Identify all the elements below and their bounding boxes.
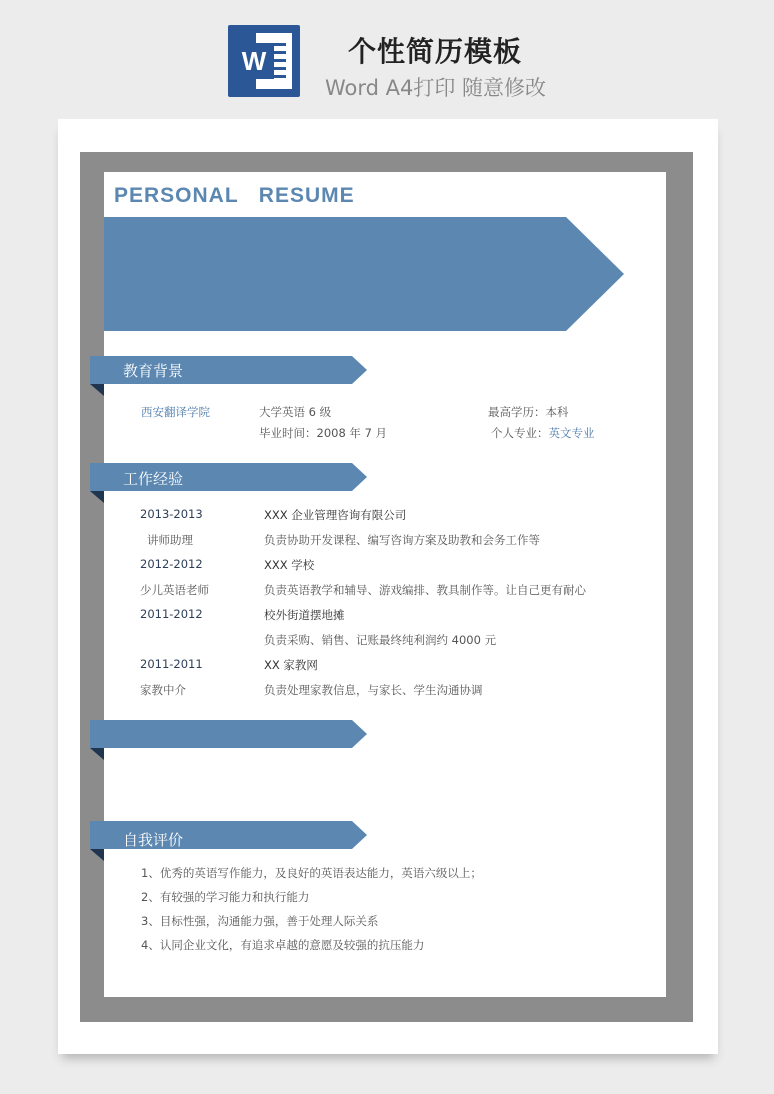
experience-right: XXX 企业管理咨询有限公司 <box>264 508 407 522</box>
header-banner <box>104 217 624 332</box>
school-name: 西安翻译学院 <box>141 405 210 419</box>
page-subtitle: Word A4打印 随意修改 <box>325 76 547 100</box>
experience-right: 负责处理家教信息，与家长、学生沟通协调 <box>264 683 483 697</box>
major-label: 个人专业： <box>491 426 549 440</box>
page-header <box>0 0 774 110</box>
experience-right: 负责协助开发课程、编写咨询方案及助教和会务工作等 <box>264 533 540 547</box>
experience-left: 少儿英语老师 <box>140 583 209 597</box>
experience-right: 负责英语教学和辅导、游戏编排、教具制作等。让自己更有耐心 <box>264 583 586 597</box>
english-level: 大学英语 6 级 <box>259 405 332 419</box>
experience-heading: 工作经验 <box>123 470 184 488</box>
experience-right: XX 家教网 <box>264 658 318 672</box>
self-evaluation-item: 1、优秀的英语写作能力，及良好的英语表达能力，英语六级以上； <box>141 866 482 880</box>
self-evaluation-heading: 自我评价 <box>123 831 184 849</box>
self-evaluation-item: 2、有较强的学习能力和执行能力 <box>141 890 310 904</box>
experience-left: 2011-2012 <box>140 607 203 621</box>
word-icon <box>228 25 300 97</box>
major-value: 英文专业 <box>548 426 595 440</box>
self-evaluation-item: 4、认同企业文化，有追求卓越的意愿及较强的抗压能力 <box>141 938 425 952</box>
experience-left: 讲师助理 <box>147 533 193 547</box>
experience-right: 校外街道摆地摊 <box>264 608 345 622</box>
experience-right: 负责采购、销售、记账最终纯利润约 4000 元 <box>264 633 497 647</box>
experience-left: 2012-2012 <box>140 557 203 571</box>
major-field <box>491 425 595 441</box>
page-title: 个性简历模板 <box>348 35 523 68</box>
graduation-date: 毕业时间：2008 年 7 月 <box>259 426 388 440</box>
resume-title: PERSONAL RESUME <box>114 184 355 207</box>
blank-section-bar <box>90 720 368 760</box>
education-heading: 教育背景 <box>123 362 184 380</box>
experience-right: XXX 学校 <box>264 558 315 572</box>
experience-left: 家教中介 <box>140 683 186 697</box>
self-evaluation-item: 3、目标性强，沟通能力强，善于处理人际关系 <box>141 914 379 928</box>
highest-degree: 最高学历：本科 <box>488 405 569 419</box>
word-letter: W <box>234 43 274 79</box>
experience-left: 2011-2011 <box>140 657 203 671</box>
experience-left: 2013-2013 <box>140 507 203 521</box>
